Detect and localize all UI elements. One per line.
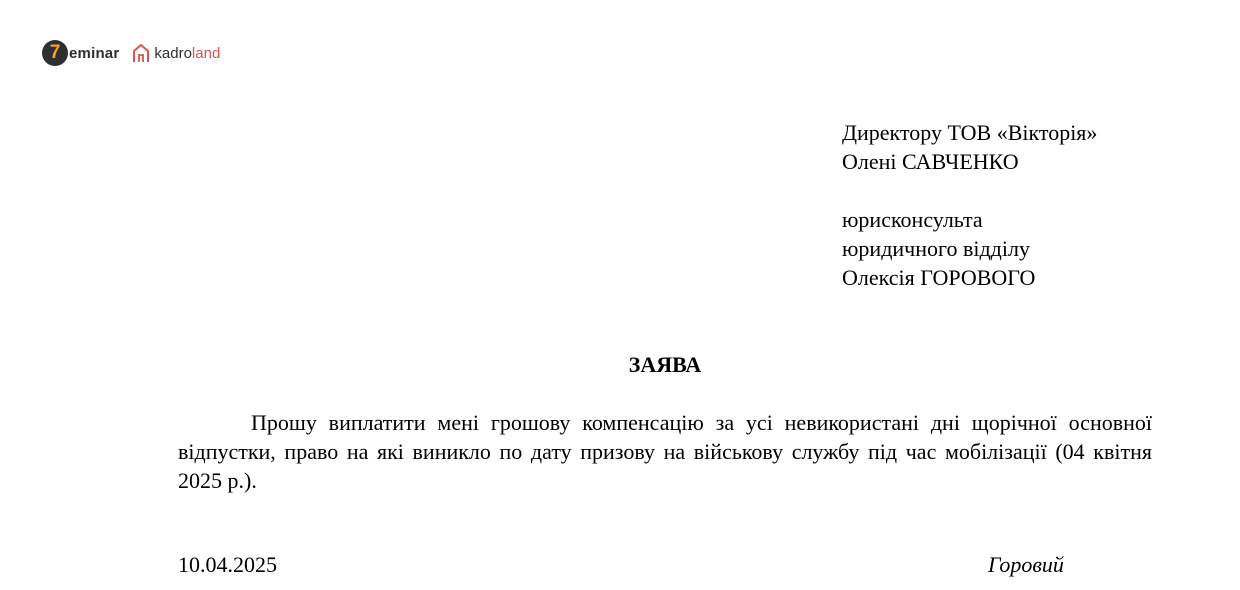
document-body: Прошу виплатити мені грошову компенсацію за усі невикористані дні щорічної основної відпустки, право на які виникло по дату призову на військову службу під час мобілізації (04 квітня 2025 р.). bbox=[178, 410, 1152, 493]
sender-position: юрисконсульта bbox=[842, 207, 983, 232]
house-icon bbox=[132, 43, 150, 63]
sender-department: юридичного відділу bbox=[842, 236, 1030, 261]
sender-name: Олексія ГОРОВОГО bbox=[842, 265, 1036, 290]
addressee-block bbox=[842, 118, 1097, 292]
addressee-recipient-name: Олені САВЧЕНКО bbox=[842, 149, 1019, 174]
seminar-seven-icon: 7 bbox=[42, 40, 68, 66]
addressee-recipient-title: Директору ТОВ «Вікторія» bbox=[842, 120, 1098, 145]
signature: Горовий bbox=[988, 552, 1064, 577]
logo-bar bbox=[42, 38, 220, 68]
seminar-logo bbox=[42, 40, 119, 66]
document-date: 10.04.2025 bbox=[178, 552, 277, 577]
document-title: ЗАЯВА bbox=[628, 352, 702, 377]
seminar-logo-text: eminar bbox=[69, 44, 120, 62]
kadroland-logo-text: kadroland bbox=[154, 44, 221, 62]
kadroland-logo bbox=[132, 43, 220, 63]
